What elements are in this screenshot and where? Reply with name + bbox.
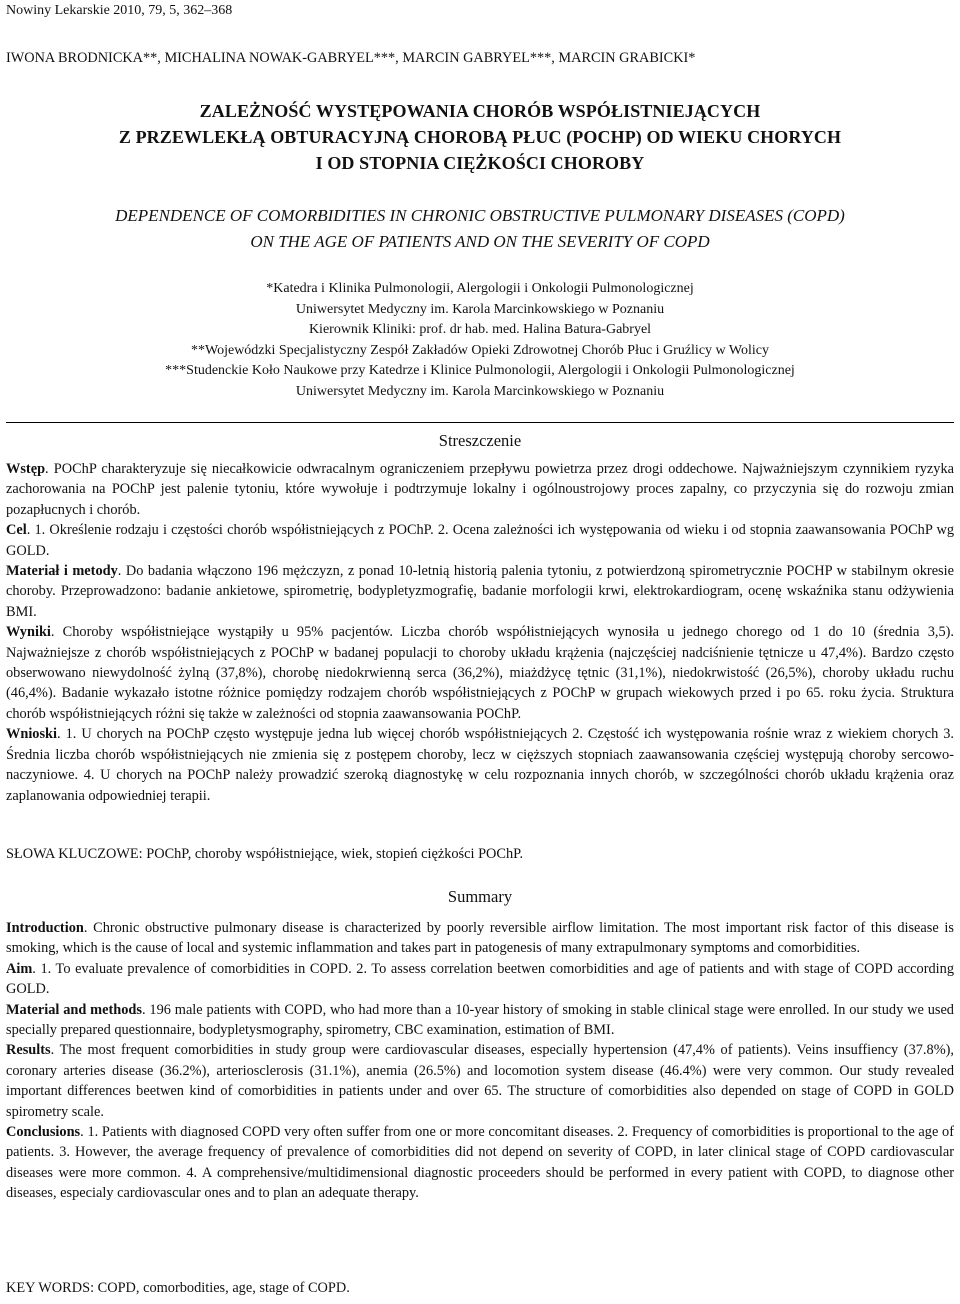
author-list: IWONA BRODNICKA**, MICHALINA NOWAK-GABRYEL***, MARCIN GABRYEL***, MARCIN GRABICKI* [6, 50, 696, 66]
affiliations [0, 279, 960, 402]
paragraph-label: Wyniki [6, 624, 51, 641]
keywords-polish: SŁOWA KLUCZOWE: POChP, choroby współistniejące, wiek, stopień ciężkości POChP. [6, 846, 524, 862]
abstract-paragraph [6, 959, 954, 1000]
abstract-english [6, 918, 954, 1204]
paragraph-text: . Do badania włączono 196 mężczyzn, z ponad 10-letnią historią palenia tytoniu, z potwierdzoną spirometrycznie POCHP w stabilnym okresie choroby. Przeprowadzono: badanie ankietowe, spirometrię, bodypletyzmografię, badanie morfologii krwi, elektrokardiogram, ocenę wskaźnika stanu odżywienia BMI. [6, 563, 954, 620]
paragraph-text: . 1. To evaluate prevalence of comorbidities in COPD. 2. To assess correlation beetwen comorbidities and age of patients and with stage of COPD according GOLD. [6, 960, 954, 998]
journal-citation: Nowiny Lekarskie 2010, 79, 5, 362–368 [6, 3, 233, 18]
title-english-line: DEPENDENCE OF COMORBIDITIES IN CHRONIC OBSTRUCTIVE PULMONARY DISEASES (COPD) [115, 206, 845, 225]
affiliation-line: *Katedra i Klinika Pulmonologii, Alergologii i Onkologii Pulmonologicznej [266, 281, 694, 296]
paragraph-label: Results [6, 1042, 51, 1059]
title-polish-line: I OD STOPNIA CIĘŻKOŚCI CHOROBY [315, 153, 645, 173]
paragraph-text: . 1. U chorych na POChP często występuje jedna lub więcej chorób współistniejących 2. Częstość ich występowania rośnie wraz z wiekiem chorych 3. Średnia liczba chorób współistniejących nie zmienia się z postępem choroby, lecz w cięższych stopniach zaawansowania częściej występują choroby sercowo-naczyniowe. 4. U chorych na POChP należy prowadzić szeroką diagnostykę w celu rozpoznania innych chorób, w szczególności chorób układu krążenia oraz zaplanowania odpowiedniej terapii. [6, 726, 954, 804]
paragraph-label: Material and methods [6, 1001, 142, 1018]
abstract-paragraph [6, 459, 954, 520]
paragraph-text: . 1. Określenie rodzaju i częstości chorób współistniejących z POChP. 2. Ocena zależności ich występowania od wieku i od stopnia zaawansowania POChP wg GOLD. [6, 522, 954, 559]
abstract-polish [6, 459, 954, 806]
keywords-english: KEY WORDS: COPD, comorbodities, age, stage of COPD. [6, 1280, 350, 1296]
abstract-paragraph [6, 622, 954, 724]
abstract-paragraph [6, 1122, 954, 1204]
paragraph-label: Introduction [6, 920, 84, 936]
paragraph-text: . 196 male patients with COPD, who had more than a 10-year history of smoking in stable clinical stage were enrolled. In our study we used specially prepared questionnaire, bodypletysmography, spirometry, CBC examination, estimation of BMI. [6, 1001, 954, 1039]
affiliation-line: ***Studenckie Koło Naukowe przy Katedrze i Klinice Pulmonologii, Alergologii i Onkologii Pulmonologicznej [165, 363, 795, 378]
paragraph-label: Aim [6, 960, 33, 977]
title-polish [0, 98, 960, 176]
title-english-line: ON THE AGE OF PATIENTS AND ON THE SEVERITY OF COPD [250, 232, 710, 251]
paragraph-text: . The most frequent comorbidities in study group were cardiovascular diseases, especially hypertension (47,4% of patients). Veins insuffiency (37.8%), coronary arteries disease (36.2%), arteriosclerosis (31.1%), anemia (26.5%) and locomotion system disease (46.4%) were very common. Our study revealed important differences beetwen kind of comorbidities in patients under and over 65. The structure of comorbidities also depended on stage of COPD in GOLD spirometry scale. [6, 1042, 954, 1120]
paragraph-label: Wstęp [6, 461, 46, 477]
affiliation-line: Kierownik Kliniki: prof. dr hab. med. Halina Batura-Gabryel [308, 322, 652, 337]
paragraph-label: Conclusions [6, 1124, 81, 1141]
abstract-paragraph [6, 1000, 954, 1041]
abstract-paragraph [6, 561, 954, 622]
paragraph-label: Cel [6, 522, 27, 539]
affiliation-line: Uniwersytet Medyczny im. Karola Marcinkowskiego w Poznaniu [295, 383, 665, 399]
title-english [0, 203, 960, 255]
paragraph-label: Materiał i metody [6, 563, 118, 580]
abstract-paragraph [6, 1040, 954, 1122]
abstract-paragraph [6, 918, 954, 959]
affiliation-line: **Wojewódzki Specjalistyczny Zespół Zakładów Opieki Zdrowotnej Chorób Płuc i Gruźlicy w Wolicy [191, 342, 769, 358]
paragraph-label: Wnioski [6, 726, 58, 743]
heading-summary: Summary [447, 887, 513, 906]
title-polish-line: Z PRZEWLEKŁĄ OBTURACYJNĄ CHOROBĄ PŁUC (POCHP) OD WIEKU CHORYCH [118, 127, 842, 147]
section-divider [6, 422, 954, 423]
paragraph-text: . POChP charakteryzuje się niecałkowicie odwracalnym ograniczeniem przepływu powietrza przez drogi oddechowe. Najważniejszym czynnikiem ryzyka zachorowania na POChP jest palenie tytoniu, które wywołuje i podtrzymuje lokalny i ogólnoustrojowy proces zapalny, co przyczynia się do rozwoju zmian pozapłucnych i chorób. [6, 461, 954, 518]
heading-streszczenie: Streszczenie [438, 431, 522, 450]
paragraph-text: . Chronic obstructive pulmonary disease is characterized by poorly reversible airflow limitation. The most important risk factor of this disease is smoking, which is the cause of local and systemic inflammation and takes part in patogenesis of many extrapulmonary symptoms and comorbidities. [6, 920, 954, 957]
paragraph-text: . 1. Patients with diagnosed COPD very often suffer from one or more concomitant diseases. 2. Frequency of comorbidities is proportional to the age of patients. 3. However, the average frequency of prevalence of comorbidities did not depend on severity of COPD, in later clinical stage of COPD cardiovascular diseases were more common. 4. A comprehensive/multidimensional diagnostic proceeders should be performed in every patient with COPD, to diagnose other diseases, especialy cardiovascular ones and to plan an adequate therapy. [6, 1124, 954, 1202]
title-polish-line: ZALEŻNOŚĆ WYSTĘPOWANIA CHORÓB WSPÓŁISTNIEJĄCYCH [199, 101, 761, 121]
paragraph-text: . Choroby współistniejące wystąpiły u 95% pacjentów. Liczba chorób współistniejących wynosiła u jednego chorego od 1 do 10 (średnia 3,5). Najważniejsze z chorób współistniejących z POChP w badanej populacji to choroby układu krążenia (najczęściej nadciśnienie tętnicze u 47,4%). Bardzo często obserwowano niewydolność żylną (37,8%), chorobę niedokrwienną serca (36,2%), miażdżycę tętnic (31,1%), niedokrwistość (26,5%), choroby układu ruchu (46,4%). Badanie wykazało istotne różnice pomiędzy rodzajem chorób współistniejących z POChP w grupach wiekowych przed i po 65. roku życia. Struktura chorób współistniejących różni się także w zależności od stopnia zaawansowania POChP. [6, 624, 954, 722]
abstract-paragraph [6, 724, 954, 806]
abstract-paragraph [6, 520, 954, 561]
affiliation-line: Uniwersytet Medyczny im. Karola Marcinkowskiego w Poznaniu [295, 301, 665, 317]
